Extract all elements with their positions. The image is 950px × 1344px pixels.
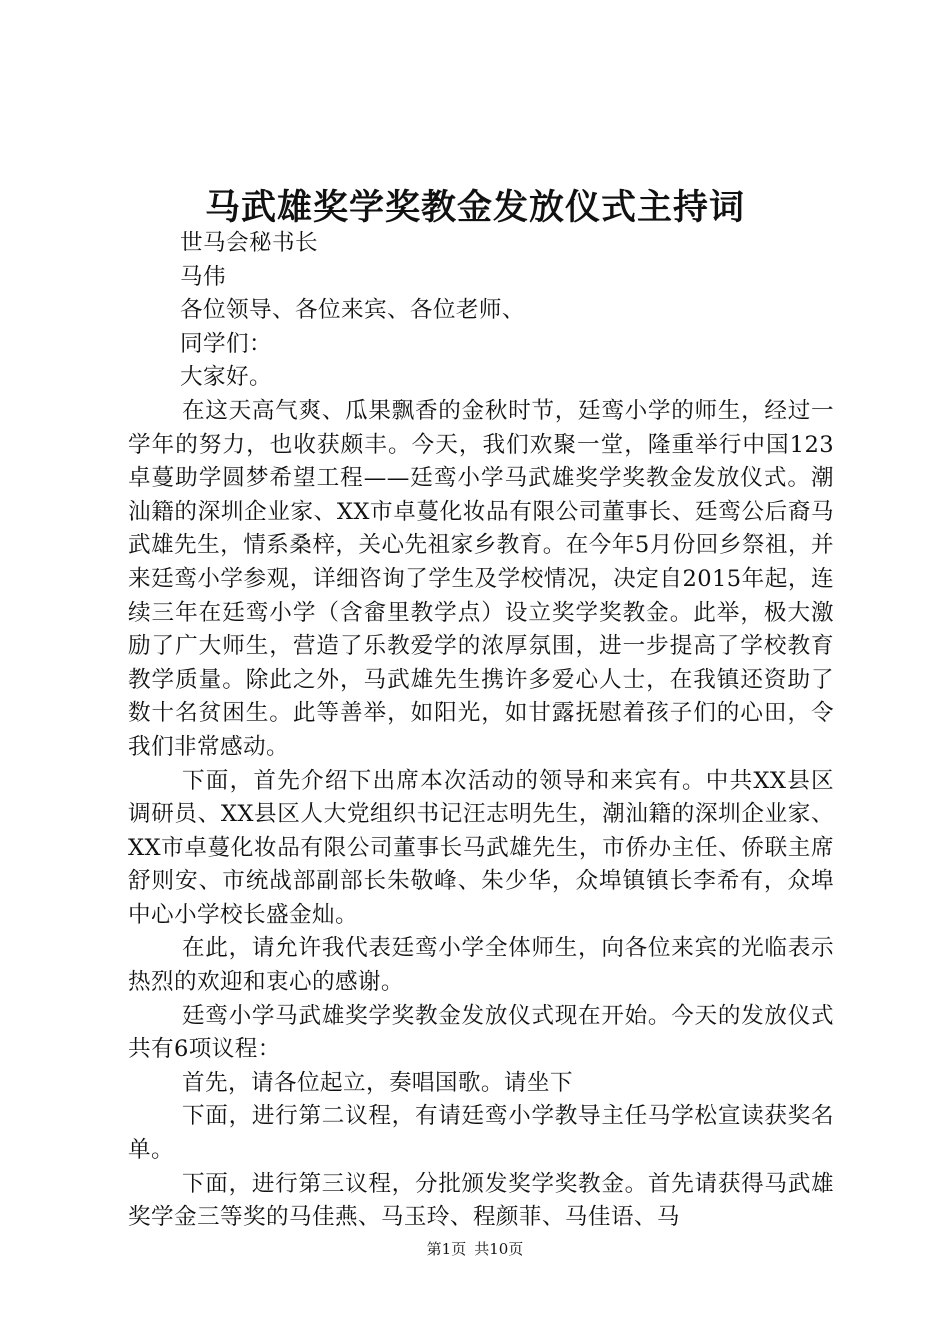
page-total: 共10页 (474, 1240, 524, 1258)
paragraph-anthem: 首先，请各位起立，奏唱国歌。请坐下 (182, 1069, 573, 1096)
author-role: 世马会秘书长 (180, 230, 318, 256)
document-title: 马武雄奖学奖教金发放仪式主持词 (204, 188, 745, 228)
paragraph-opening: 在这天高气爽、瓜果飘香的金秋时节，廷鸾小学的师生，经过一学年的努力，也收获颇丰。今天，我们欢聚一堂，隆重举行中国123卓蔓助学圆梦希望工程——廷鸾小学马武雄奖学奖教金发放仪式。潮汕籍的深圳企业家、XX市卓蔓化妆品有限公司董事长、廷鸾公后裔马武雄先生，情系桑梓，关心先祖家乡教育。在今年5月份回乡祭祖，并来廷鸾小学参观，详细咨询了学生及学校情况，决定自2015年起，连续三年在廷鸾小学（含畲里教学点）设立奖学奖教金。此举，极大激励了广大师生，营造了乐教爱学的浓厚氛围，进一步提高了学校教育教学质量。除此之外，马武雄先生携许多爱心人士，在我镇还资助了数十名贫困生。此等善举，如阳光，如甘露抚慰着孩子们的心田，令我们非常感动。 (128, 397, 834, 760)
paragraph-agenda: 廷鸾小学马武雄奖学奖教金发放仪式现在开始。今天的发放仪式共有6项议程： (128, 1002, 834, 1063)
salutation-line-2: 同学们： (180, 330, 272, 357)
paragraph-third-item: 下面，进行第三议程，分批颁发奖学奖教金。首先请获得马武雄奖学金三等奖的马佳燕、马玉玲、程颜菲、马佳语、马 (128, 1170, 834, 1231)
author-name: 马伟 (180, 263, 226, 290)
salutation-line-1: 各位领导、各位来宾、各位老师、 (180, 297, 525, 324)
page-number: 第1页 (426, 1240, 467, 1258)
paragraph-guests: 下面，首先介绍下出席本次活动的领导和来宾有。中共XX县区调研员、XX县区人大党组织书记汪志明先生，潮汕籍的深圳企业家、XX市卓蔓化妆品有限公司董事长马武雄先生，市侨办主任、侨联主席舒则安、市统战部副部长朱敬峰、朱少华，众埠镇镇长李希有，众埠中心小学校长盛金灿。 (128, 767, 834, 928)
greeting: 大家好。 (180, 364, 272, 391)
document-body (128, 227, 834, 1235)
paragraph-second-item: 下面，进行第二议程，有请廷鸾小学教导主任马学松宣读获奖名单。 (128, 1103, 834, 1164)
paragraph-welcome: 在此，请允许我代表廷鸾小学全体师生，向各位来宾的光临表示热烈的欢迎和衷心的感谢。 (128, 935, 834, 996)
page-footer (0, 1238, 950, 1260)
